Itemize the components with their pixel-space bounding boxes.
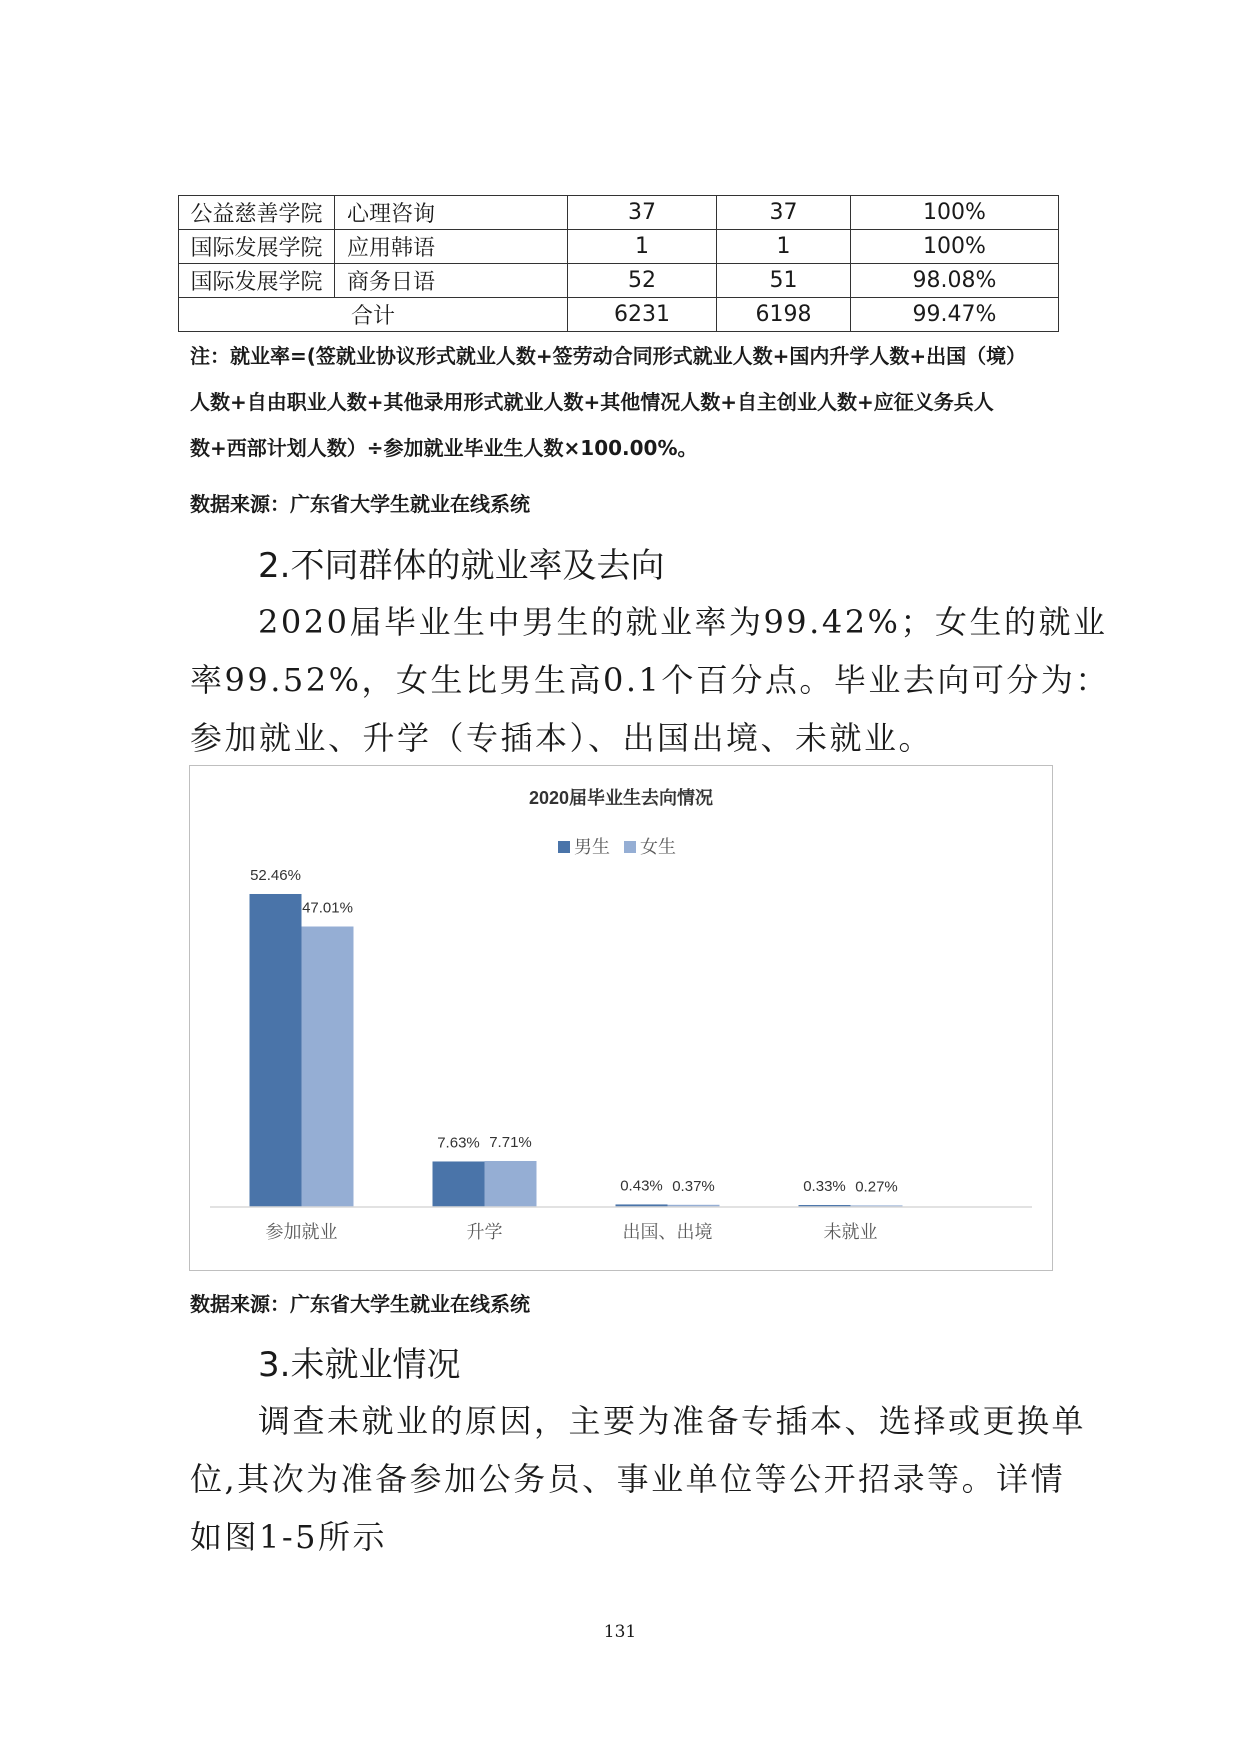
table-row	[179, 196, 1059, 230]
rate-cell: 100%	[851, 196, 1059, 230]
college-cell: 国际发展学院	[179, 264, 335, 298]
paragraph-line: 率99.52%，女生比男生高0.1个百分点。毕业去向可分为：	[190, 661, 1110, 699]
data-source-2: 数据来源：广东省大学生就业在线系统	[190, 1292, 530, 1316]
total-employed-cell: 6198	[717, 298, 851, 332]
legend-label-female: 女生	[640, 837, 676, 858]
legend-swatch-female	[624, 841, 636, 853]
total-graduates-cell: 6231	[568, 298, 717, 332]
paragraph-line: 调查未就业的原因，主要为准备专插本、选择或更换单	[258, 1402, 1087, 1440]
bar-value-label: 52.46%	[250, 866, 301, 884]
major-cell: 心理咨询	[335, 196, 568, 230]
bar-female	[485, 1161, 537, 1207]
page-number: 131	[603, 1622, 637, 1642]
table-row	[179, 230, 1059, 264]
paragraph-line: 如图1-5所示	[190, 1518, 388, 1556]
bar-male	[250, 894, 302, 1207]
note-line: 人数+自由职业人数+其他录用形式就业人数+其他情况人数+自主创业人数+应征义务兵人	[190, 390, 994, 414]
section-2-heading: 2.不同群体的就业率及去向	[258, 546, 665, 586]
legend-swatch-male	[558, 841, 570, 853]
data-source-1: 数据来源：广东省大学生就业在线系统	[190, 492, 530, 516]
bar-value-label: 0.27%	[855, 1178, 898, 1196]
destination-chart-svg	[190, 766, 1052, 1270]
section-3-paragraph	[190, 1392, 1087, 1566]
x-axis-labels	[266, 1222, 878, 1243]
graduates-cell: 1	[568, 230, 717, 264]
x-tick-label: 出国、出境	[622, 1222, 713, 1243]
major-cell: 应用韩语	[335, 230, 568, 264]
x-tick-label: 未就业	[823, 1222, 878, 1243]
table-total-row	[179, 298, 1059, 332]
employed-cell: 1	[717, 230, 851, 264]
bar-value-label: 0.33%	[803, 1178, 846, 1196]
rate-cell: 98.08%	[851, 264, 1059, 298]
paragraph-line: 2020届毕业生中男生的就业率为99.42%；女生的就业	[258, 603, 1108, 641]
rate-cell: 100%	[851, 230, 1059, 264]
note-line: 注：就业率=(签就业协议形式就业人数+签劳动合同形式就业人数+国内升学人数+出国（境）	[190, 344, 1027, 368]
major-cell: 商务日语	[335, 264, 568, 298]
legend-label-male: 男生	[574, 837, 610, 858]
employment-table	[178, 195, 1059, 332]
bar-value-label: 0.37%	[672, 1177, 715, 1195]
total-rate-cell: 99.47%	[851, 298, 1059, 332]
chart-legend	[558, 837, 676, 858]
total-label-cell: 合计	[179, 298, 568, 332]
employed-cell: 37	[717, 196, 851, 230]
college-cell: 国际发展学院	[179, 230, 335, 264]
destination-chart	[189, 765, 1053, 1271]
section-3-heading: 3.未就业情况	[258, 1345, 461, 1385]
table-note	[190, 333, 1070, 471]
x-tick-label: 升学	[466, 1222, 503, 1243]
chart-title: 2020届毕业生去向情况	[528, 788, 714, 808]
employed-cell: 51	[717, 264, 851, 298]
graduates-cell: 37	[568, 196, 717, 230]
college-cell: 公益慈善学院	[179, 196, 335, 230]
graduates-cell: 52	[568, 264, 717, 298]
x-tick-label: 参加就业	[265, 1222, 338, 1243]
note-line: 数+西部计划人数）÷参加就业毕业生人数×100.00%。	[190, 436, 698, 460]
table-row	[179, 264, 1059, 298]
bar-value-label: 0.43%	[620, 1177, 663, 1195]
bar-male	[433, 1161, 485, 1207]
bar-value-label: 7.71%	[489, 1133, 532, 1151]
bar-value-label: 47.01%	[302, 899, 353, 917]
bar-value-label: 7.63%	[437, 1134, 480, 1152]
paragraph-line: 位,其次为准备参加公务员、事业单位等公开招录等。详情	[190, 1460, 1066, 1498]
section-2-paragraph	[190, 593, 1110, 767]
paragraph-line: 参加就业、升学（专插本）、出国出境、未就业。	[190, 719, 934, 757]
chart-bars	[250, 867, 903, 1207]
bar-female	[302, 927, 354, 1207]
